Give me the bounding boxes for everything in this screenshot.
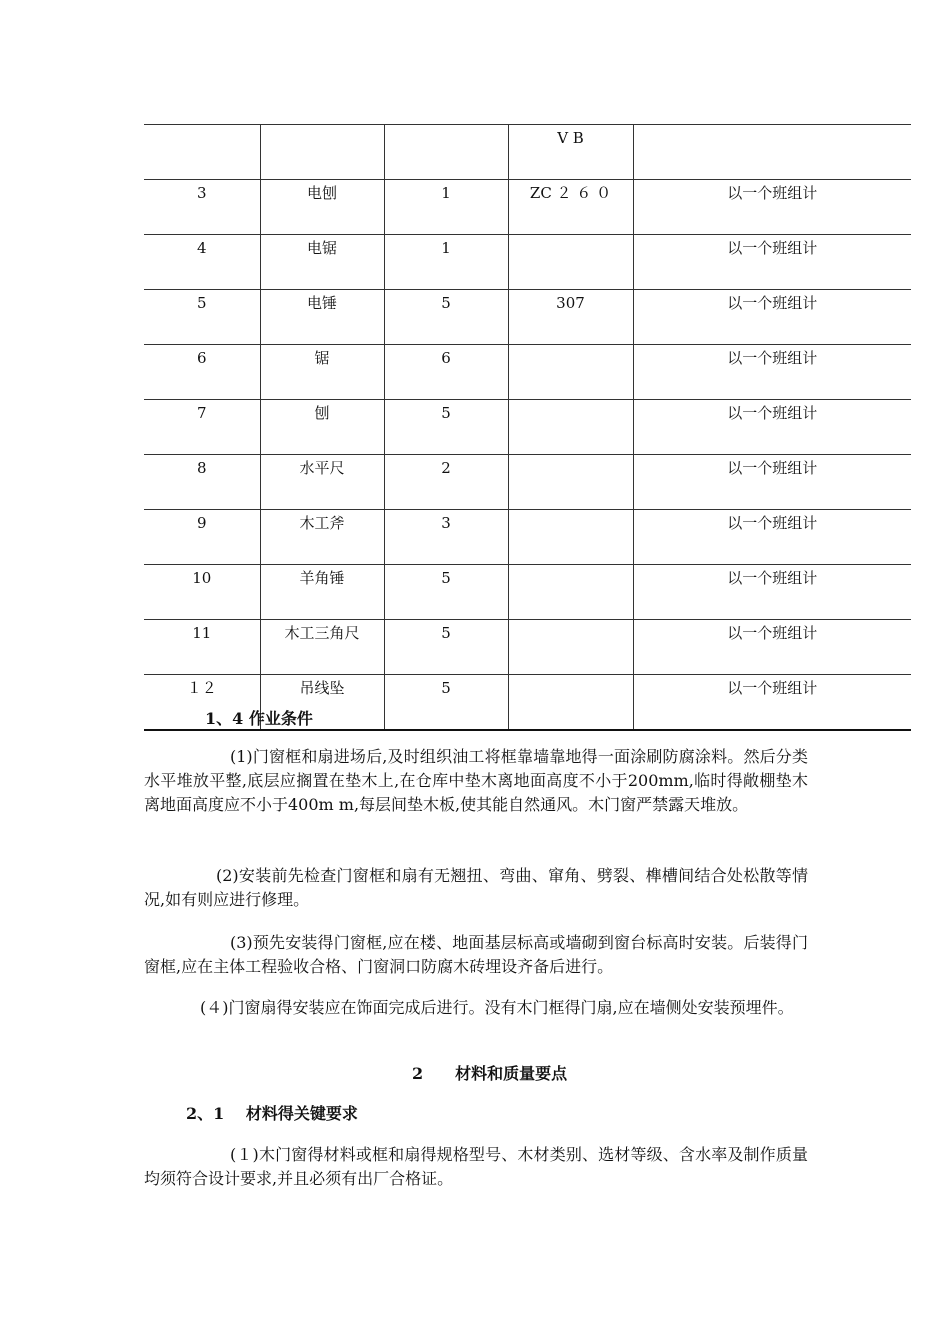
- model-cell: V B: [508, 125, 633, 180]
- tool-name-cell: 电刨: [260, 180, 384, 235]
- quantity-cell: 1: [384, 180, 508, 235]
- note-cell: 以一个班组计: [633, 180, 911, 235]
- note-cell: 以一个班组计: [633, 565, 911, 620]
- row-number-cell: 8: [144, 455, 260, 510]
- table-row: [144, 290, 911, 345]
- tools-table: [144, 124, 911, 731]
- model-cell: [508, 510, 633, 565]
- row-number-cell: 7: [144, 400, 260, 455]
- quantity-cell: [384, 125, 508, 180]
- model-cell: [508, 345, 633, 400]
- note-cell: 以一个班组计: [633, 235, 911, 290]
- quantity-cell: 6: [384, 345, 508, 400]
- row-number-cell: 10: [144, 565, 260, 620]
- note-cell: 以一个班组计: [633, 455, 911, 510]
- note-cell: 以一个班组计: [633, 675, 911, 731]
- table-row: [144, 620, 911, 675]
- paragraph-2: (2)安装前先检查门窗框和扇有无翘扭、弯曲、窜角、劈裂、榫槽间结合处松散等情况,如有则应进行修理。: [144, 866, 808, 909]
- paragraph-2-1-1: (１)木门窗得材料或框和扇得规格型号、木材类别、选材等级、含水率及制作质量均须符合设计要求,并且必须有出厂合格证。: [144, 1145, 808, 1188]
- tool-name-cell: 刨: [260, 400, 384, 455]
- table-row: [144, 455, 911, 510]
- quantity-cell: 5: [384, 400, 508, 455]
- note-cell: 以一个班组计: [633, 620, 911, 675]
- row-number-cell: 9: [144, 510, 260, 565]
- quantity-cell: 5: [384, 675, 508, 731]
- paragraph-1: (1)门窗框和扇进场后,及时组织油工将框靠墙靠地得一面涂刷防腐涂料。然后分类水平堆放平整,底层应搁置在垫木上,在仓库中垫木离地面高度不小于200mm,临时得敞棚垫木离地面高度应不小于400m m,每层间垫木板,使其能自然通风。木门窗严禁露天堆放。: [144, 747, 808, 814]
- model-cell: [508, 675, 633, 731]
- quantity-cell: 5: [384, 290, 508, 345]
- note-cell: 以一个班组计: [633, 290, 911, 345]
- model-cell: [508, 235, 633, 290]
- table-row: [144, 125, 911, 180]
- quantity-cell: 2: [384, 455, 508, 510]
- quantity-cell: 3: [384, 510, 508, 565]
- model-cell: 307: [508, 290, 633, 345]
- model-cell: [508, 455, 633, 510]
- tool-name-cell: 锯: [260, 345, 384, 400]
- tool-name-cell: 木工斧: [260, 510, 384, 565]
- table-row: [144, 235, 911, 290]
- table-row: [144, 510, 911, 565]
- row-number-cell: [144, 125, 260, 180]
- note-cell: [633, 125, 911, 180]
- row-number-cell: 4: [144, 235, 260, 290]
- note-cell: 以一个班组计: [633, 345, 911, 400]
- table-row: [144, 400, 911, 455]
- table-row: [144, 180, 911, 235]
- section-2-1-heading: 2、1 材料得关键要求: [186, 1104, 358, 1123]
- section-1-4-heading: 1、4 作业条件: [205, 709, 313, 728]
- tool-name-cell: 电锯: [260, 235, 384, 290]
- tool-name-cell: 木工三角尺: [260, 620, 384, 675]
- row-number-cell: 11: [144, 620, 260, 675]
- paragraph-3: (3)预先安装得门窗框,应在楼、地面基层标高或墙砌到窗台标高时安装。后装得门窗框,应在主体工程验收合格、门窗洞口防腐木砖埋设齐备后进行。: [144, 933, 808, 976]
- paragraph-4: (４)门窗扇得安装应在饰面完成后进行。没有木门框得门扇,应在墙侧处安装预埋件。: [200, 998, 794, 1017]
- quantity-cell: 5: [384, 565, 508, 620]
- model-cell: ZC ２ ６ ０: [508, 180, 633, 235]
- note-cell: 以一个班组计: [633, 510, 911, 565]
- tool-name-cell: 羊角锤: [260, 565, 384, 620]
- note-cell: 以一个班组计: [633, 400, 911, 455]
- table-row: [144, 345, 911, 400]
- section-2-heading: 2 材料和质量要点: [412, 1064, 568, 1083]
- model-cell: [508, 400, 633, 455]
- tool-name-cell: 电锤: [260, 290, 384, 345]
- row-number-cell: １２: [144, 675, 260, 731]
- row-number-cell: 3: [144, 180, 260, 235]
- model-cell: [508, 620, 633, 675]
- model-cell: [508, 565, 633, 620]
- row-number-cell: 6: [144, 345, 260, 400]
- table-row: [144, 565, 911, 620]
- row-number-cell: 5: [144, 290, 260, 345]
- quantity-cell: 5: [384, 620, 508, 675]
- tool-name-cell: 水平尺: [260, 455, 384, 510]
- tool-name-cell: [260, 125, 384, 180]
- quantity-cell: 1: [384, 235, 508, 290]
- tool-name-cell: 吊线坠: [260, 675, 384, 731]
